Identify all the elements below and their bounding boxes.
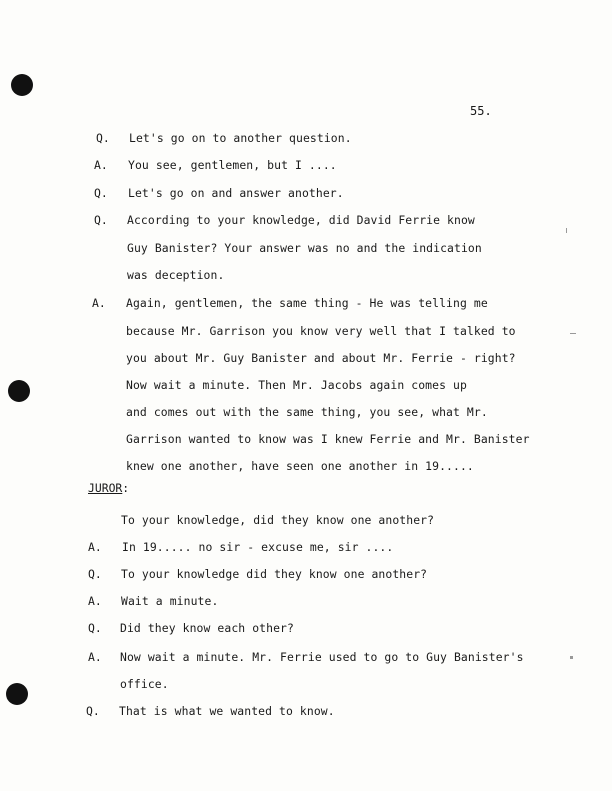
speaker-label: A.: [88, 540, 102, 554]
transcript-line: and comes out with the same thing, you see, what Mr.: [126, 405, 488, 419]
speaker-label: A.: [88, 650, 102, 664]
transcript-line: Let's go on and answer another.: [128, 186, 344, 200]
scan-speck: [570, 656, 573, 659]
scan-speck: [570, 333, 576, 334]
transcript-line: According to your knowledge, did David Ferrie know: [127, 213, 475, 227]
transcript-line: Garrison wanted to know was I knew Ferrie and Mr. Banister: [126, 432, 530, 446]
transcript-line: Guy Banister? Your answer was no and the indication: [127, 241, 482, 255]
transcript-line: To your knowledge did they know one another?: [121, 567, 428, 581]
speaker-label: Q.: [86, 704, 100, 718]
transcript-line: That is what we wanted to know.: [119, 704, 335, 718]
transcript-line: because Mr. Garrison you know very well that I talked to: [126, 324, 516, 338]
transcript-line: Did they know each other?: [120, 621, 294, 635]
transcript-line: In 19..... no sir - excuse me, sir ....: [122, 540, 394, 554]
speaker-label: Q.: [96, 131, 110, 145]
speaker-label: Q.: [88, 567, 102, 581]
transcript-line: Now wait a minute. Mr. Ferrie used to go to Guy Banister's: [120, 650, 524, 664]
speaker-label: A.: [92, 296, 106, 310]
punch-hole-bottom: [6, 683, 28, 705]
transcript-line: To your knowledge, did they know one another?: [121, 513, 435, 527]
page-number: 55.: [470, 104, 492, 118]
punch-hole-top: [11, 74, 33, 96]
transcript-line: You see, gentlemen, but I ....: [128, 158, 337, 172]
scan-speck: [566, 228, 567, 233]
transcript-line: you about Mr. Guy Banister and about Mr. Ferrie - right?: [126, 351, 516, 365]
speaker-label: Q.: [88, 621, 102, 635]
transcript-line: Again, gentlemen, the same thing - He was telling me: [126, 296, 488, 310]
punch-hole-middle: [8, 380, 30, 402]
transcript-line: was deception.: [127, 268, 225, 282]
transcript-line: office.: [120, 677, 169, 691]
speaker-label: A.: [88, 594, 102, 608]
speaker-label: A.: [94, 158, 108, 172]
transcript-line: knew one another, have seen one another in 19.....: [126, 459, 474, 473]
juror-label: JUROR:: [88, 481, 130, 495]
transcript-line: Wait a minute.: [121, 594, 219, 608]
speaker-label: Q.: [94, 213, 108, 227]
transcript-line: Let's go on to another question.: [129, 131, 352, 145]
speaker-label: Q.: [94, 186, 108, 200]
transcript-line: Now wait a minute. Then Mr. Jacobs again comes up: [126, 378, 467, 392]
